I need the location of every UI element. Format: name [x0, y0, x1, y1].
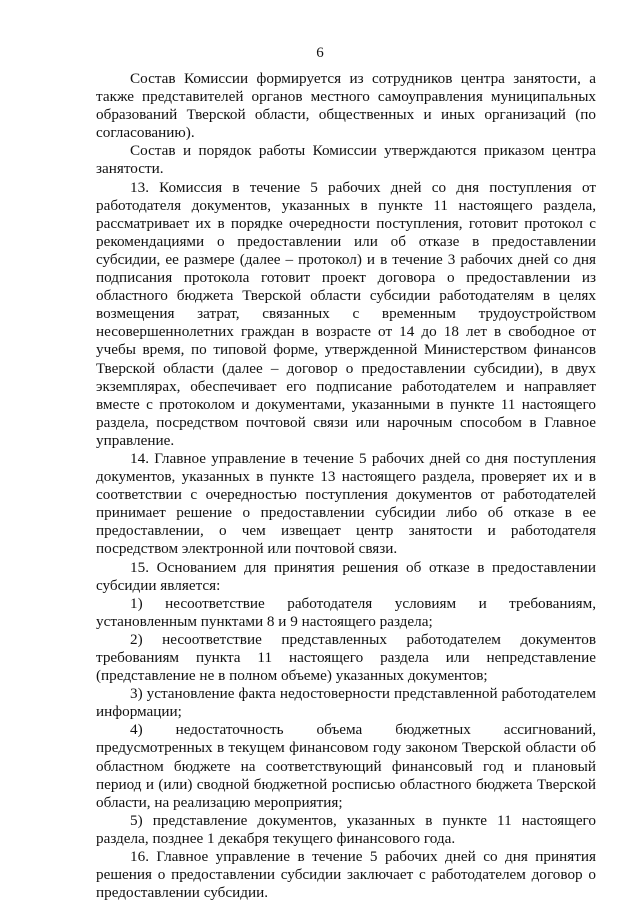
- list-item-15-4: 4) недостаточность объема бюджетных ассигнований, предусмотренных в текущем финансовом году законом Тверской области об областном бюджете на соответствующий финансовый год и плановый период и (или) сводной бюджетной росписью областного бюджета Тверской области, на реализацию мероприятия;: [96, 721, 596, 811]
- paragraph-13: 13. Комиссия в течение 5 рабочих дней со дня поступления от работодателя документов, указанных в пункте 11 настоящего раздела, рассматривает их в порядке очередности поступления, готовит протокол с рекомендациями о предоставлении или об отказе в предоставлении субсидии, ее размере (далее – протокол) и в течение 3 рабочих дней со дня подписания протокола готовит проект договора о предоставлении из областного бюджета Тверской области субсидии работодателям в целях возмещения затрат, связанных с временным трудоустройством несовершеннолетних граждан в возрасте от 14 до 18 лет в свободное от учебы время, по типовой форме, утвержденной Министерством финансов Тверской области (далее – договор о предоставлении субсидии), в двух экземплярах, обеспечивает его подписание работодателем и направляет вместе с протоколом и документами, указанными в пункте 11 настоящего раздела, посредством почтовой связи или нарочным способом в Главное управление.: [96, 178, 596, 449]
- paragraph-16: 16. Главное управление в течение 5 рабочих дней со дня принятия решения о предоставлении субсидии заключает с работодателем договор о предоставлении субсидии.: [96, 848, 596, 902]
- paragraph-14: 14. Главное управление в течение 5 рабочих дней со дня поступления документов, указанных в пункте 13 настоящего раздела, проверяет их и в соответствии с очередностью поступления документов от работодателей принимает решение о предоставлении субсидии либо об отказе в ее предоставлении, о чем извещает центр занятости и работодателя посредством электронной или почтовой связи.: [96, 449, 596, 558]
- list-item-15-1: 1) несоответствие работодателя условиям и требованиям, установленным пунктами 8 и 9 настоящего раздела;: [96, 594, 596, 630]
- paragraph-commission-approval: Состав и порядок работы Комиссии утверждаются приказом центра занятости.: [96, 142, 596, 178]
- list-item-15-5: 5) представление документов, указанных в пункте 11 настоящего раздела, позднее 1 декабря текущего финансового года.: [96, 811, 596, 847]
- paragraph-15: 15. Основанием для принятия решения об отказе в предоставлении субсидии является:: [96, 558, 596, 594]
- page-number: 6: [316, 45, 324, 61]
- document-body: [96, 70, 596, 902]
- paragraph-commission-composition: Состав Комиссии формируется из сотрудников центра занятости, а также представителей органов местного самоуправления муниципальных образований Тверской области, общественных и иных организаций (по согласованию).: [96, 70, 596, 142]
- list-item-15-2: 2) несоответствие представленных работодателем документов требованиям пункта 11 настоящего раздела или непредставление (представление не в полном объеме) указанных документов;: [96, 630, 596, 685]
- list-item-15-3: 3) установление факта недостоверности представленной работодателем информации;: [96, 685, 596, 721]
